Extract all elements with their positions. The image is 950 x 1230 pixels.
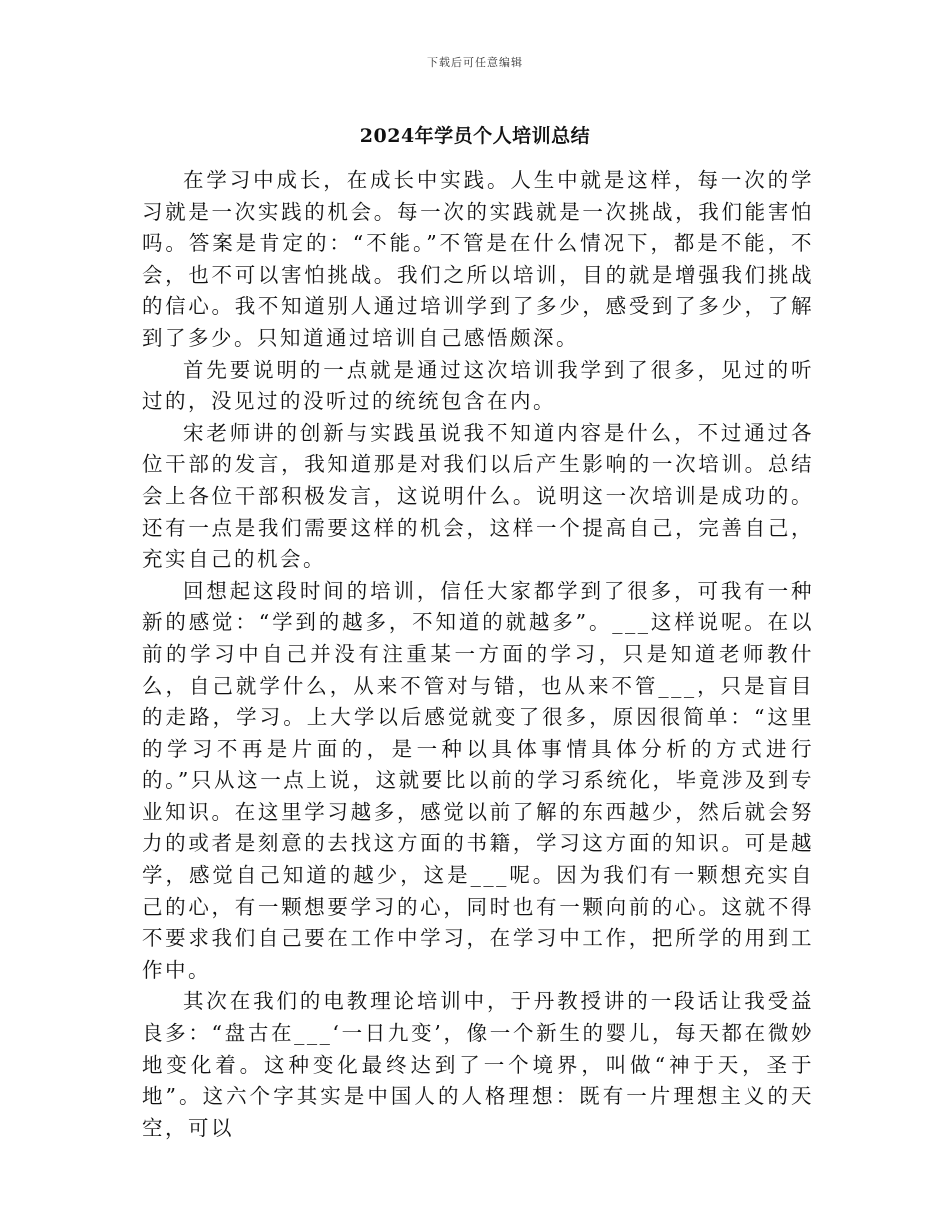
header-note: 下载后可任意编辑 [427,56,523,69]
paragraph: 宋老师讲的创新与实践虽说我不知道内容是什么，不过通过各位干部的发言，我知道那是对我们以后产生影响的一次培训。总结会上各位干部积极发言，这说明什么。说明这一次培训是成功的。还有一点是我们需要这样的机会，这样一个提高自己，完善自己，充实自己的机会。 [142,420,814,572]
paragraph: 其次在我们的电教理论培训中，于丹教授讲的一段话让我受益良多：“盘古在___‘一日九变’，像一个新生的婴儿，每天都在微妙地变化着。这种变化最终达到了一个境界，叫做“神于天，圣于地”。这六个字其实是中国人的人格理想：既有一片理想主义的天空，可以 [142,989,814,1140]
paragraph: 在学习中成长，在成长中实践。人生中就是这样，每一次的学习就是一次实践的机会。每一次的实践就是一次挑战，我们能害怕吗。答案是肯定的：“不能。”不管是在什么情况下，都是不能，不会，也不可以害怕挑战。我们之所以培训，目的就是增强我们挑战的信心。我不知道别人通过培训学到了多少，感受到了多少，了解到了多少。只知道通过培训自己感悟颇深。 [142,168,814,350]
document-body [142,165,814,1144]
paragraph: 回想起这段时间的培训，信任大家都学到了很多，可我有一种新的感觉：“学到的越多，不知道的就越多”。___这样说呢。在以前的学习中自己并没有注重某一方面的学习，只是知道老师教什么，自己就学什么，从来不管对与错，也从来不管___，只是盲目的走路，学习。上大学以后感觉就变了很多，原因很简单：“这里的学习不再是片面的，是一种以具体事情具体分析的方式进行的。”只从这一点上说，这就要比以前的学习系统化，毕竟涉及到专业知识。在这里学习越多，感觉以前了解的东西越少，然后就会努力的或者是刻意的去找这方面的书籍，学习这方面的知识。可是越学，感觉自己知道的越少，这是___呢。因为我们有一颗想充实自己的心，有一颗想要学习的心，同时也有一颗向前的心。这就不得不要求我们自己要在工作中学习，在学习中工作，把所学的用到工作中。 [142,578,814,982]
document-title: 2024年学员个人培训总结 [359,125,591,147]
paragraph: 首先要说明的一点就是通过这次培训我学到了很多，见过的听过的，没见过的没听过的统统包含在内。 [142,357,814,414]
